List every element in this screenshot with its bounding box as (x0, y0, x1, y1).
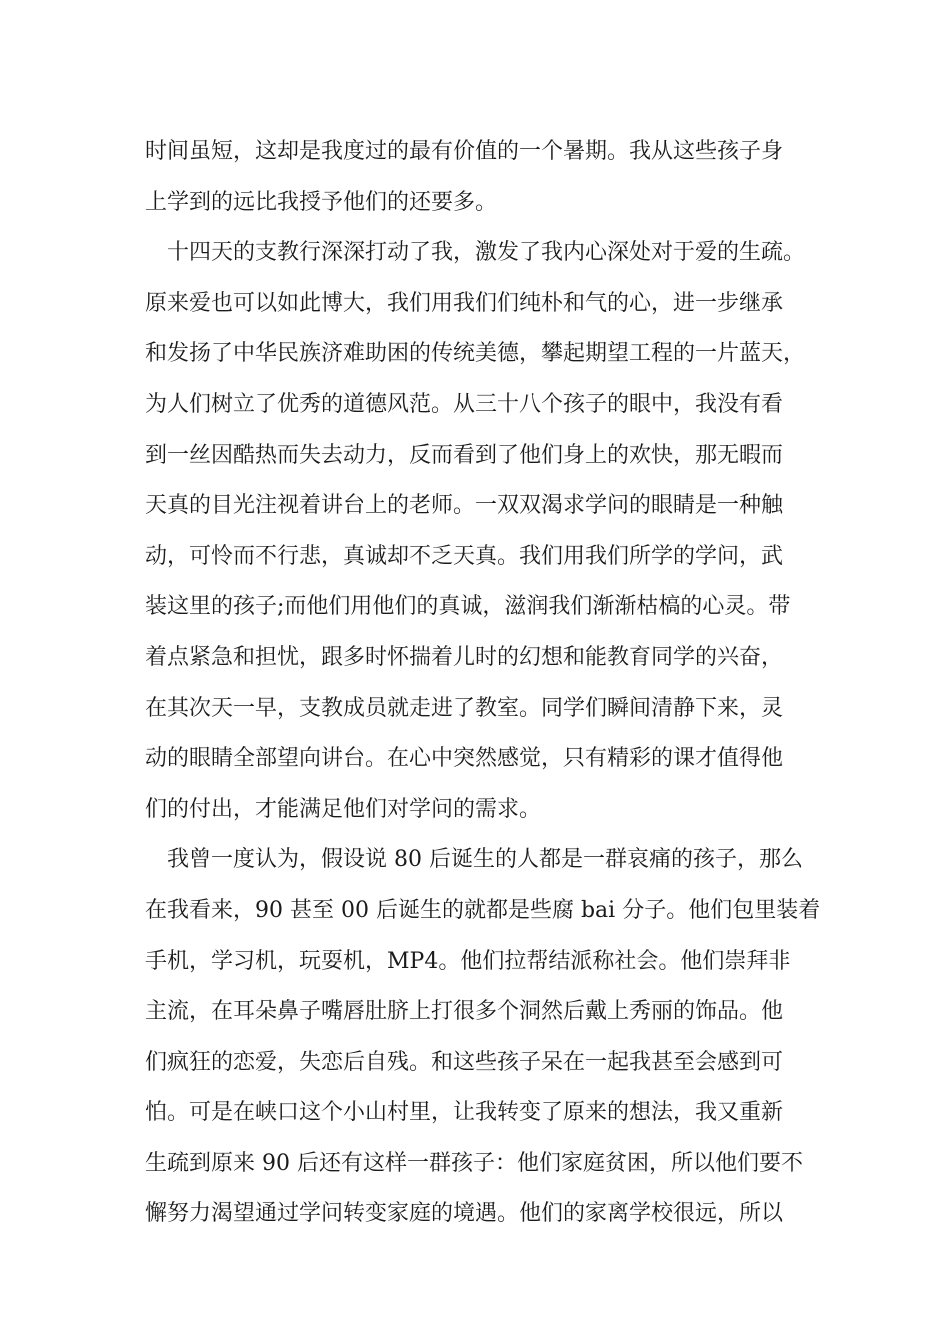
body-text (145, 127, 825, 1240)
text-line: 动的眼睛全部望向讲台。在心中突然感觉，只有精彩的课才值得他 (145, 746, 784, 772)
text-line: 们的付出，才能满足他们对学问的需求。 (145, 796, 542, 822)
text-line: 十四天的支教行深深打动了我，激发了我内心深处对于爱的生疏。 (167, 240, 806, 266)
text-line: 到一丝因酷热而失去动力，反而看到了他们身上的欢快，那无暇而 (145, 442, 784, 468)
text-line: 上学到的远比我授予他们的还要多。 (145, 189, 498, 215)
text-line: 怕。可是在峡口这个小山村里，让我转变了原来的想法，我又重新 (145, 1100, 784, 1126)
text-line: 着点紧急和担忧，跟多时怀揣着儿时的幻想和能教育同学的兴奋， (145, 644, 784, 670)
text-line: 我曾一度认为，假设说 80 后诞生的人都是一群哀痛的孩子，那么 (167, 847, 803, 873)
text-line: 在其次天一早，支教成员就走进了教室。同学们瞬间清静下来，灵 (145, 695, 784, 721)
text-line: 天真的目光注视着讲台上的老师。一双双渴求学问的眼睛是一种触 (145, 493, 784, 519)
text-line: 们疯狂的恋爱，失恋后自残。和这些孩子呆在一起我甚至会感到可 (145, 1049, 784, 1075)
text-line: 时间虽短，这却是我度过的最有价值的一个暑期。我从这些孩子身 (145, 139, 784, 164)
text-line: 为人们树立了优秀的道德风范。从三十八个孩子的眼中，我没有看 (145, 391, 784, 417)
text-line: 装这里的孩子;而他们用他们的真诚，滋润我们渐渐枯槁的心灵。带 (145, 594, 791, 620)
text-line: 生疏到原来 90 后还有这样一群孩子：他们家庭贫困，所以他们要不 (145, 1150, 803, 1176)
text-line: 手机，学习机，玩耍机，MP4。他们拉帮结派称社会。他们崇拜非 (145, 948, 791, 974)
text-line: 懈努力渴望通过学问转变家庭的境遇。他们的家离学校很远，所以 (145, 1201, 784, 1227)
text-line: 动，可怜而不行悲，真诚却不乏天真。我们用我们所学的学问，武 (145, 543, 784, 569)
text-line: 在我看来，90 甚至 00 后诞生的就都是些腐 bai 分子。他们包里装着 (145, 897, 821, 923)
text-line: 和发扬了中华民族济难助困的传统美德，攀起期望工程的一片蓝天， (145, 341, 806, 367)
text-line: 主流，在耳朵鼻子嘴唇肚脐上打很多个洞然后戴上秀丽的饰品。他 (145, 999, 784, 1025)
text-line: 原来爱也可以如此博大，我们用我们们纯朴和气的心，进一步继承 (145, 290, 784, 316)
